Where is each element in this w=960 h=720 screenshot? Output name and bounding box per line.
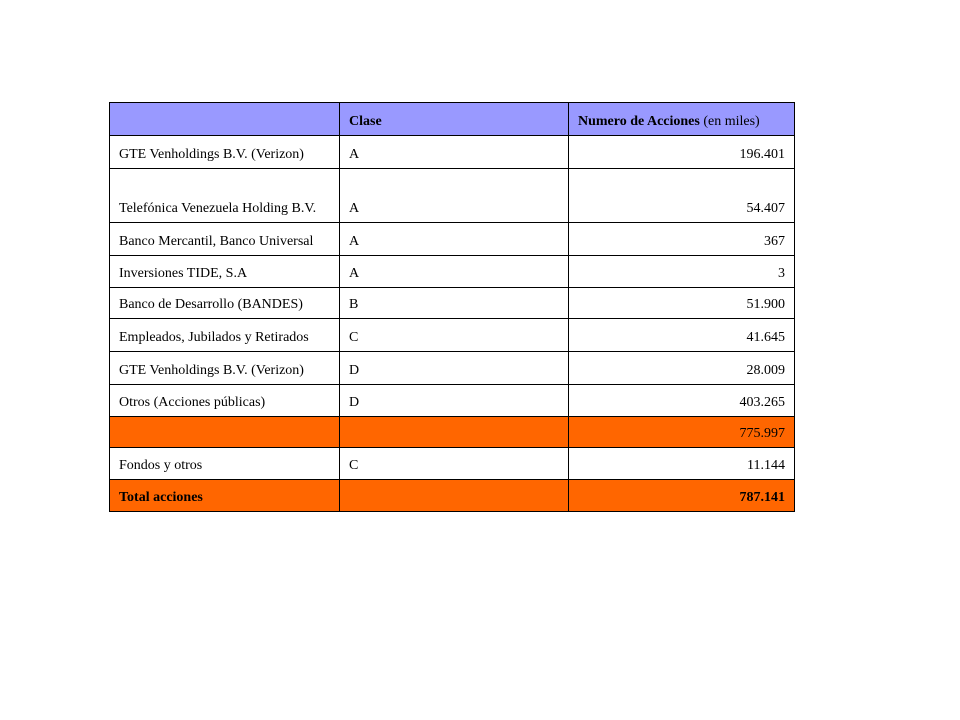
table-row bbox=[110, 223, 795, 256]
total-shares-cell: 787.141 bbox=[569, 480, 795, 512]
header-shares-unit: (en miles) bbox=[699, 114, 760, 129]
shares-cell: 196.401 bbox=[569, 136, 795, 169]
class-cell: B bbox=[340, 288, 569, 319]
table-row bbox=[110, 448, 795, 480]
class-cell: C bbox=[340, 319, 569, 352]
shareholder-cell: Banco Mercantil, Banco Universal bbox=[110, 223, 340, 256]
table-row bbox=[110, 352, 795, 385]
shareholder-cell: Telefónica Venezuela Holding B.V. bbox=[110, 169, 340, 223]
shares-cell: 51.900 bbox=[569, 288, 795, 319]
header-shareholder-cell bbox=[110, 103, 340, 136]
class-cell: D bbox=[340, 352, 569, 385]
table-row bbox=[110, 256, 795, 288]
table-row bbox=[110, 319, 795, 352]
shares-cell: 403.265 bbox=[569, 385, 795, 417]
header-shares-cell bbox=[569, 103, 795, 136]
header-shares-label: Numero de Acciones bbox=[578, 114, 700, 129]
table-row bbox=[110, 385, 795, 417]
shareholder-cell: Banco de Desarrollo (BANDES) bbox=[110, 288, 340, 319]
shareholder-cell: Otros (Acciones públicas) bbox=[110, 385, 340, 417]
shareholder-table bbox=[109, 102, 795, 512]
class-cell: A bbox=[340, 169, 569, 223]
class-cell: A bbox=[340, 256, 569, 288]
subtotal-row bbox=[110, 417, 795, 448]
total-label-cell: Total acciones bbox=[110, 480, 340, 512]
shareholder-cell: Inversiones TIDE, S.A bbox=[110, 256, 340, 288]
class-cell: A bbox=[340, 136, 569, 169]
subtotal-shares-cell: 775.997 bbox=[569, 417, 795, 448]
shareholder-cell: GTE Venholdings B.V. (Verizon) bbox=[110, 352, 340, 385]
shares-cell: 11.144 bbox=[569, 448, 795, 480]
shares-cell: 28.009 bbox=[569, 352, 795, 385]
class-cell: C bbox=[340, 448, 569, 480]
class-cell: A bbox=[340, 223, 569, 256]
class-cell: D bbox=[340, 385, 569, 417]
table-row bbox=[110, 169, 795, 223]
shares-cell: 367 bbox=[569, 223, 795, 256]
table-row bbox=[110, 288, 795, 319]
total-row bbox=[110, 480, 795, 512]
shares-cell: 41.645 bbox=[569, 319, 795, 352]
shares-cell: 3 bbox=[569, 256, 795, 288]
shareholder-cell: Empleados, Jubilados y Retirados bbox=[110, 319, 340, 352]
shareholder-cell: GTE Venholdings B.V. (Verizon) bbox=[110, 136, 340, 169]
shareholder-cell: Fondos y otros bbox=[110, 448, 340, 480]
header-class-cell: Clase bbox=[340, 103, 569, 136]
table-row bbox=[110, 136, 795, 169]
table-header-row bbox=[110, 103, 795, 136]
subtotal-name-cell bbox=[110, 417, 340, 448]
total-class-cell bbox=[340, 480, 569, 512]
subtotal-class-cell bbox=[340, 417, 569, 448]
shares-cell: 54.407 bbox=[569, 169, 795, 223]
